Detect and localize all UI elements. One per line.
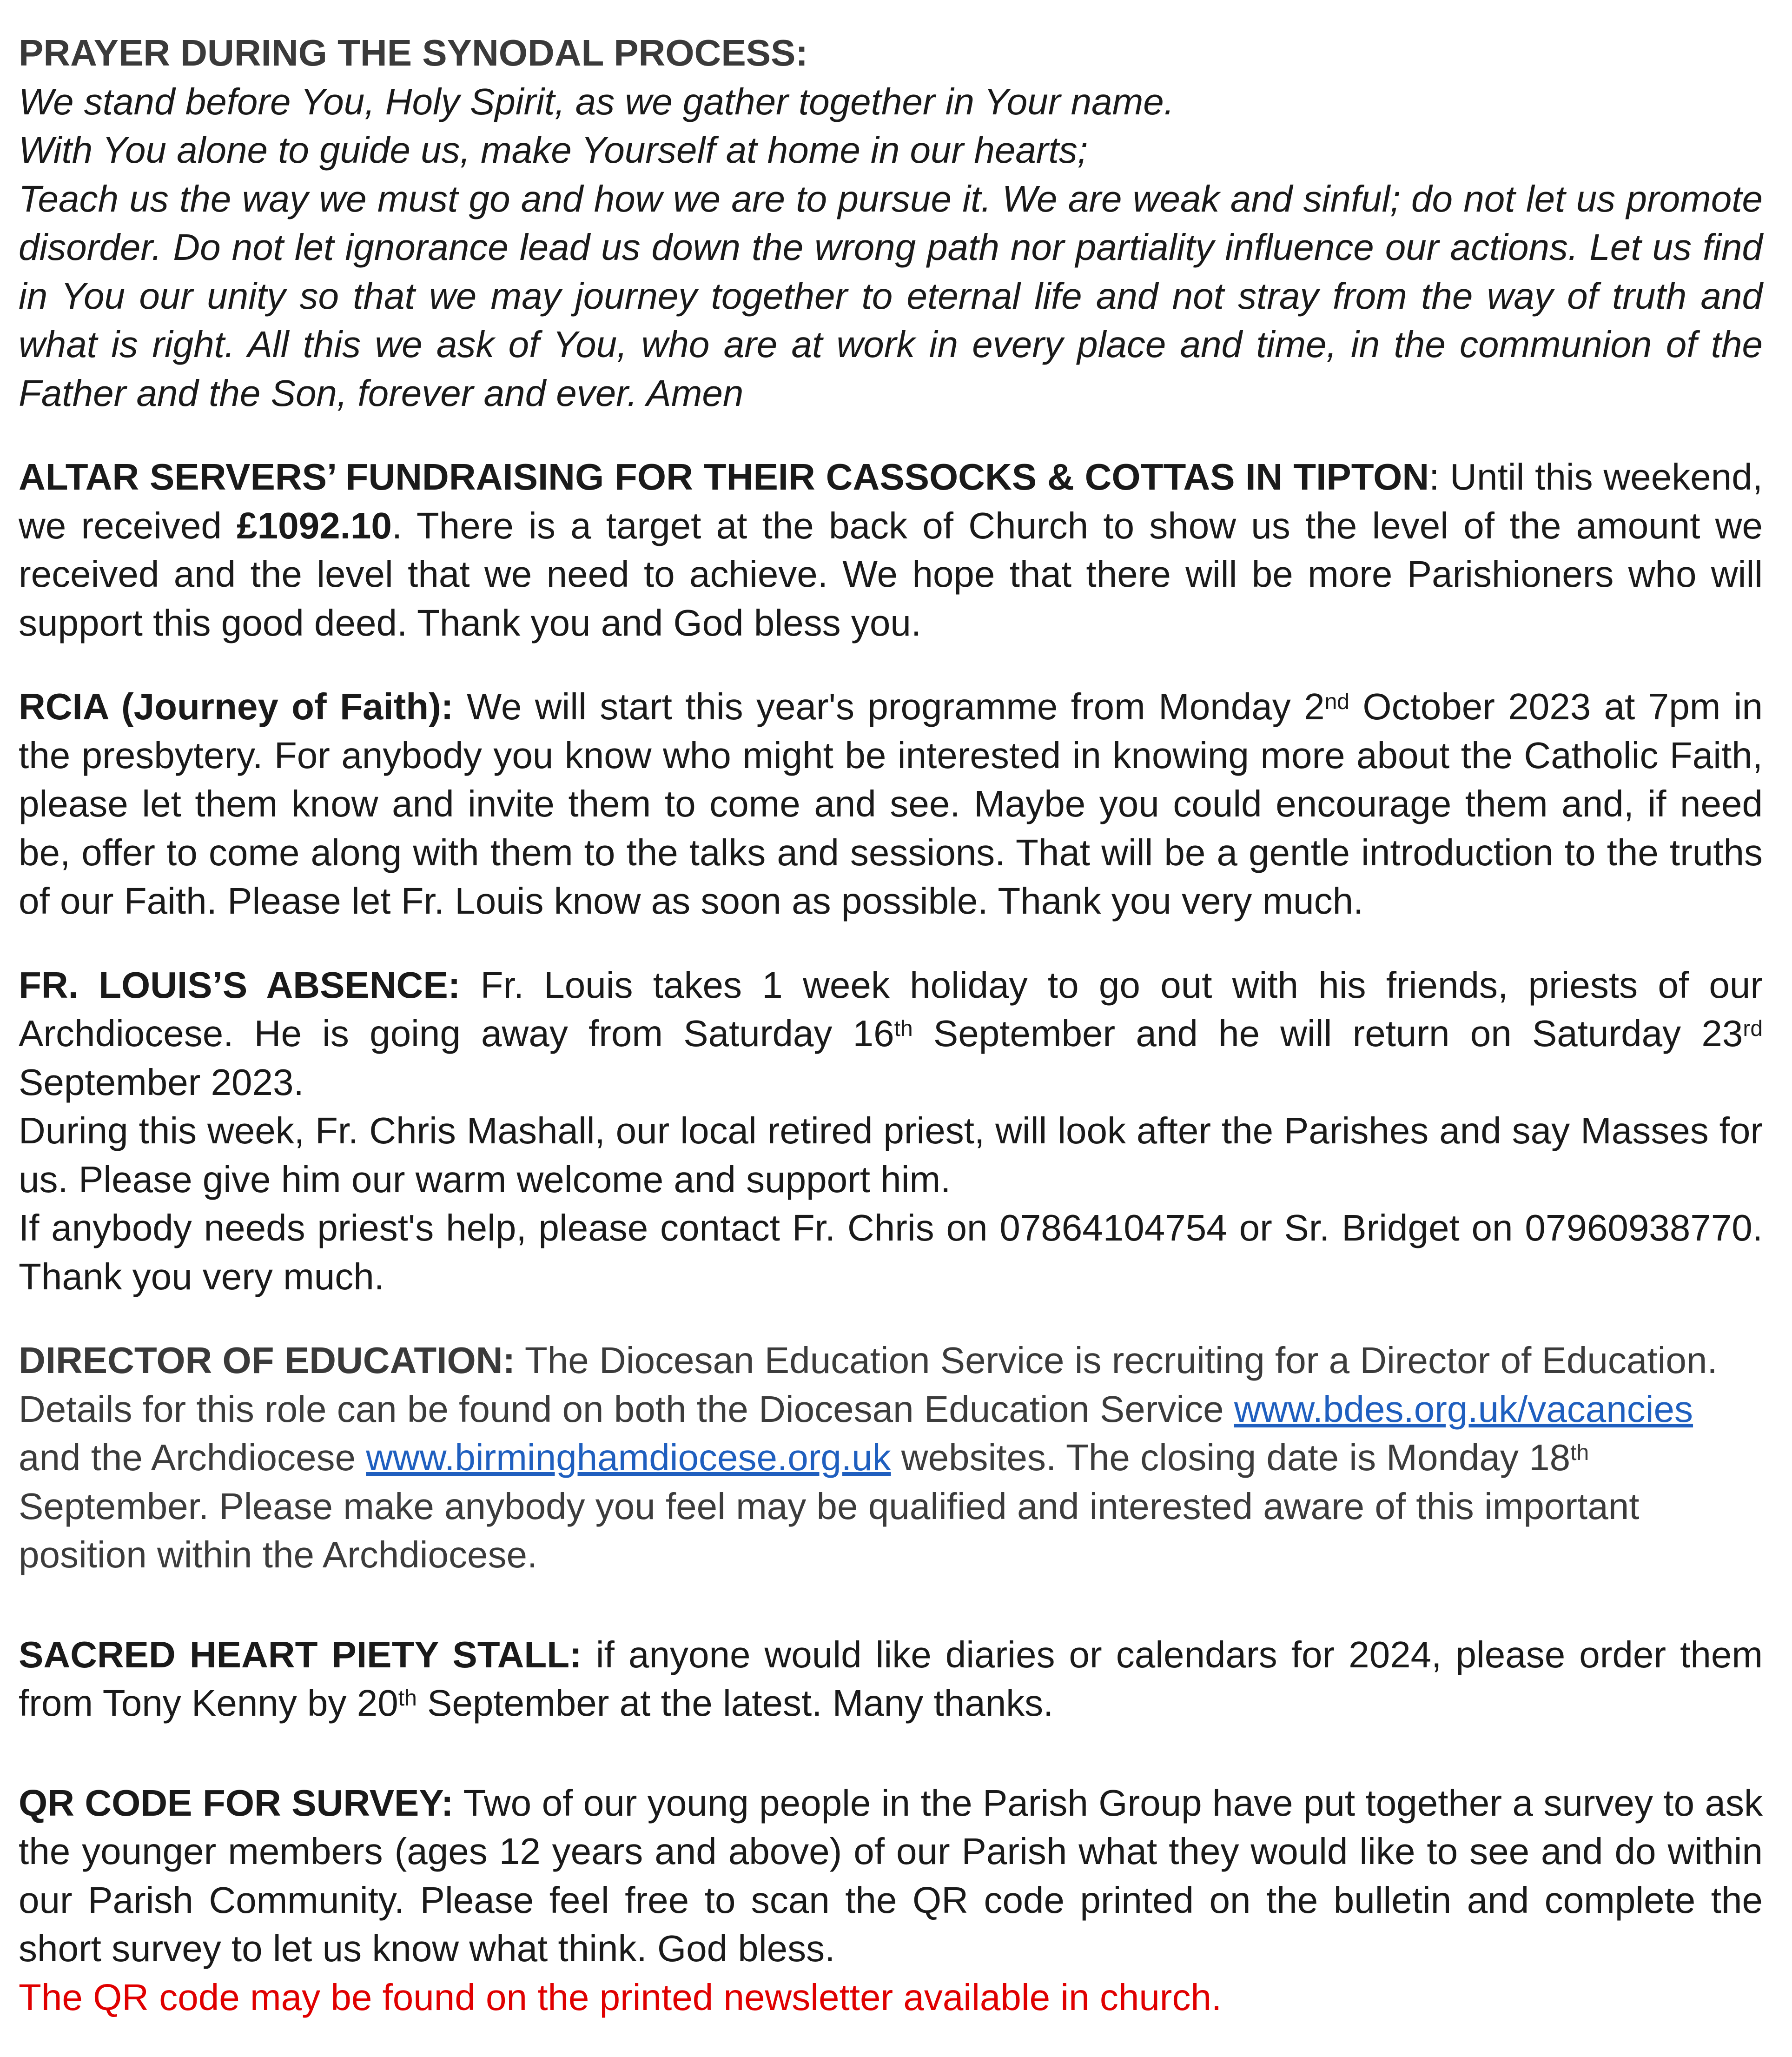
qr-survey-section: [19, 1779, 1763, 2022]
absence-text-1: Fr. Louis takes 1 week holiday to go out with his friends, priests of our Archdiocese. He is going away from Saturday 16: [19, 964, 1763, 1054]
rcia-text-2: October 2023 at 7pm in the presbytery. For anybody you know who might be interested in knowing more about the Catholic Faith, please let them know and invite them to come and see. Maybe you could encourage them and, if need be, offer to come along with them to the talks and sessions. That will be a gentle introduction to the truths of our Faith. Please let Fr. Louis know as soon as possible. Thank you very much.: [19, 686, 1763, 922]
education-paragraph: [19, 1336, 1763, 1579]
prayer-line-1: We stand before You, Holy Spirit, as we gather together in Your name.: [19, 80, 1174, 122]
piety-stall-paragraph: [19, 1631, 1763, 1728]
piety-ordinal-suffix: th: [398, 1686, 417, 1711]
bdes-vacancies-link[interactable]: www.bdes.org.uk/vacancies: [1234, 1388, 1693, 1430]
rcia-section: [19, 683, 1763, 926]
education-ordinal-suffix: th: [1570, 1440, 1589, 1466]
altar-servers-text-1: : Until this weekend, we received: [19, 456, 1763, 546]
absence-section: [19, 961, 1763, 1301]
absence-paragraph-2: During this week, Fr. Chris Mashall, our local retired priest, will look after the Parishes and say Masses for us. Please give him our warm welcome and support him.: [19, 1110, 1763, 1200]
piety-stall-text-1: if anyone would like diaries or calendars for 2024, please order them from Tony Kenny by 20: [19, 1633, 1763, 1724]
absence-text-2: September and he will return on Saturday 23: [913, 1013, 1743, 1054]
diocese-website-link[interactable]: www.birminghamdiocese.org.uk: [366, 1437, 891, 1478]
qr-code-notice: The QR code may be found on the printed newsletter available in church.: [19, 1976, 1222, 2018]
piety-stall-text-2: September at the latest. Many thanks.: [417, 1682, 1054, 1724]
altar-servers-heading: ALTAR SERVERS’ FUNDRAISING FOR THEIR CASSOCKS & COTTAS IN TIPTON: [19, 456, 1429, 498]
rcia-text-1: We will start this year's programme from Monday 2: [453, 686, 1325, 727]
absence-paragraph-3: If anybody needs priest's help, please contact Fr. Chris on 07864104754 or Sr. Bridget on 07960938770. Thank you very much.: [19, 1207, 1763, 1297]
education-section: [19, 1336, 1763, 1579]
qr-survey-heading: QR CODE FOR SURVEY:: [19, 1782, 454, 1824]
education-text-3: websites. The closing date is Monday 18: [891, 1437, 1571, 1478]
qr-survey-paragraph: [19, 1779, 1763, 1973]
rcia-heading: RCIA (Journey of Faith):: [19, 686, 454, 727]
absence-paragraph-1: [19, 961, 1763, 1107]
bulletin-page: [19, 29, 1763, 2057]
altar-servers-text-2: . There is a target at the back of Church to show us the level of the amount we received and the level that we need to achieve. We hope that there will be more Parishioners who will support this good deed. Thank you and God bless you.: [19, 504, 1763, 644]
prayer-line-2: With You alone to guide us, make Yourself at home in our hearts;: [19, 129, 1088, 171]
absence-heading: FR. LOUIS’S ABSENCE:: [19, 964, 461, 1006]
altar-servers-section: [19, 453, 1763, 647]
rcia-paragraph: [19, 683, 1763, 926]
education-text-2: and the Archdiocese: [19, 1437, 366, 1478]
piety-stall-heading: SACRED HEART PIETY STALL:: [19, 1633, 582, 1675]
qr-survey-text: Two of our young people in the Parish Group have put together a survey to ask the younger members (ages 12 years and above) of our Parish what they would like to see and do within our Parish Community. Please feel free to scan the QR code printed on the bulletin and complete the short survey to let us know what think. God bless.: [19, 1782, 1763, 1969]
education-text-1: The Diocesan Education Service is recruiting for a Director of Education. Details for this role can be found on both the Diocesan Education Service: [19, 1340, 1718, 1430]
altar-servers-paragraph: [19, 453, 1763, 647]
education-text-4: September. Please make anybody you feel may be qualified and interested aware of this important position within the Archdiocese.: [19, 1485, 1640, 1575]
rcia-ordinal-suffix: nd: [1324, 690, 1349, 715]
prayer-heading: PRAYER DURING THE SYNODAL PROCESS:: [19, 32, 808, 73]
absence-ordinal-suffix-2: rd: [1743, 1016, 1763, 1042]
absence-text-3: September 2023.: [19, 1061, 304, 1103]
piety-stall-section: [19, 1631, 1763, 1728]
absence-ordinal-suffix-1: th: [894, 1016, 913, 1042]
prayer-section: [19, 29, 1763, 418]
fundraising-amount: £1092.10: [237, 504, 392, 546]
prayer-body: Teach us the way we must go and how we are to pursue it. We are weak and sinful; do not let us promote disorder. Do not let ignorance lead us down the wrong path nor partiality influence our actions. Let us find in You our unity so that we may journey together to eternal life and not stray from the way of truth and what is right. All this we ask of You, who are at work in every place and time, in the communion of the Father and the Son, forever and ever. Amen: [19, 178, 1763, 414]
education-heading: DIRECTOR OF EDUCATION:: [19, 1340, 516, 1381]
